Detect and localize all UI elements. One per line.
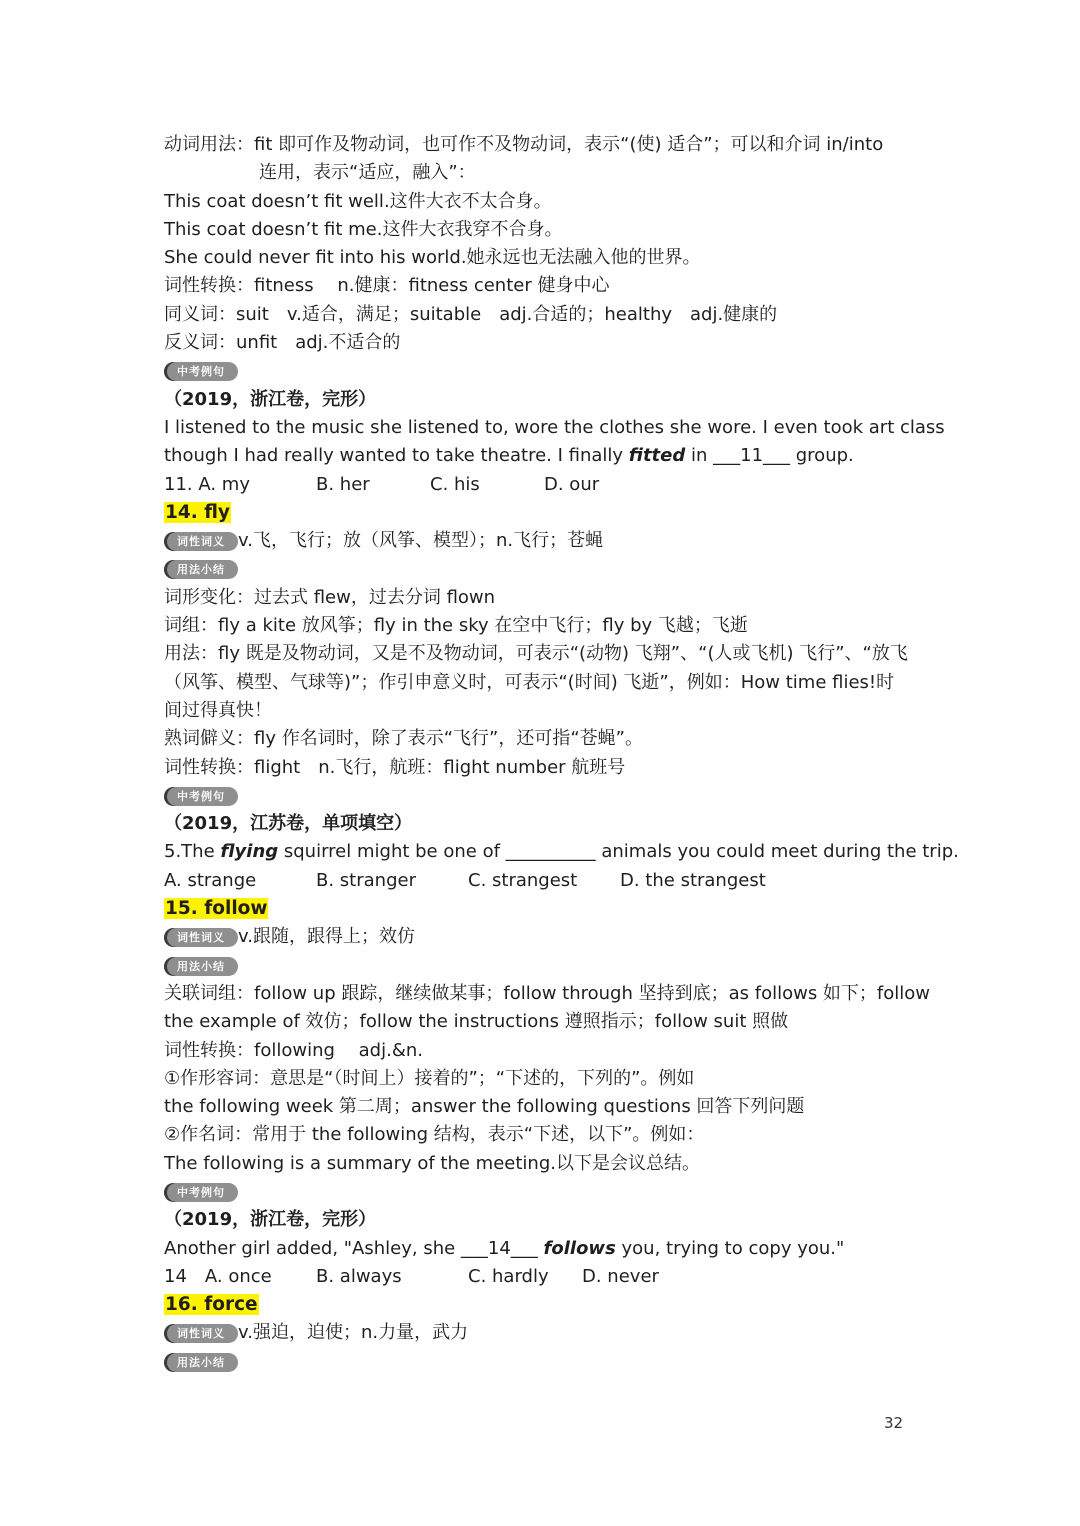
exam-source: （2019，浙江卷，完形） <box>164 388 377 410</box>
text-line: the following week 第二周；answer the following questions 回答下列问题 <box>164 1096 805 1118</box>
definition: v.跟随，跟得上；效仿 <box>238 926 415 948</box>
exam-source: （2019，江苏卷，单项填空） <box>164 813 413 835</box>
text-line: 词性转换：fitness n.健康：fitness center 健身中心 <box>164 275 610 297</box>
answer-options <box>164 1263 924 1291</box>
option-a: A. strange <box>164 869 257 891</box>
entry-heading: 14. fly <box>165 501 230 523</box>
text-line: 连用，表示“适应，融入”： <box>259 162 476 184</box>
definition: v.强迫，迫使；n.力量，武力 <box>238 1322 469 1344</box>
text-line: 词性转换：flight n.飞行，航班：flight number 航班号 <box>164 756 626 778</box>
option-b: B. her <box>316 473 370 495</box>
text-line: 动词用法：fit 即可作及物动词，也可作不及物动词，表示“(使) 适合”；可以和介词 in/into <box>164 134 884 155</box>
exam-example-badge: 中考例句 <box>164 362 238 381</box>
text-line: ①作形容词：意思是“（时间上）接着的”；“下述的，下列的”。例如 <box>164 1067 695 1089</box>
option-a: 14 A. once <box>164 1265 272 1287</box>
exam-question-line: though I had really wanted to take theatre. I finally fitted in ___11___ group. <box>164 445 854 467</box>
page-number: 32 <box>884 1414 904 1432</box>
text-line: 反义词：unfit adj.不适合的 <box>164 332 401 354</box>
text-line: （风筝、模型、气球等)”；作引申意义时，可表示“(时间) 飞逝”，例如：How time flies!时 <box>164 671 895 693</box>
text-line: 间过得真快！ <box>164 699 272 721</box>
exam-question-line: I listened to the music she listened to, wore the clothes she wore. I even took art class <box>164 416 945 438</box>
example-sentence: The following is a summary of the meeting.以下是会议总结。 <box>164 1152 700 1174</box>
usage-summary-badge: 用法小结 <box>164 957 238 976</box>
keyword-emphasis: follows <box>543 1237 616 1259</box>
text-line: the example of 效仿；follow the instructions 遵照指示；follow suit 照做 <box>164 1011 789 1033</box>
text-line: 熟词僻义：fly 作名词时，除了表示“飞行”，还可指“苍蝇”。 <box>164 728 644 750</box>
option-b: B. stranger <box>316 869 416 891</box>
usage-summary-badge: 用法小结 <box>164 1353 238 1372</box>
keyword-emphasis: flying <box>220 841 279 863</box>
option-c: C. strangest <box>468 869 578 891</box>
example-sentence: This coat doesn’t fit well.这件大衣不太合身。 <box>164 190 552 212</box>
option-d: D. never <box>582 1265 659 1287</box>
example-sentence: She could never fit into his world.她永远也无法融入他的世界。 <box>164 247 701 269</box>
exam-example-badge: 中考例句 <box>164 787 238 806</box>
pos-meaning-badge: 词性词义 <box>164 1324 238 1343</box>
pos-meaning-badge: 词性词义 <box>164 532 238 551</box>
text-line: 关联词组：follow up 跟踪，继续做某事；follow through 坚持到底；as follows 如下；follow <box>164 982 931 1004</box>
answer-options <box>164 471 924 499</box>
option-c: C. hardly <box>468 1265 549 1287</box>
text-line: 同义词：suit v.适合，满足；suitable adj.合适的；healthy adj.健康的 <box>164 303 778 325</box>
text-line: 词形变化：过去式 flew，过去分词 flown <box>164 586 496 608</box>
example-sentence: This coat doesn’t fit me.这件大衣我穿不合身。 <box>164 218 563 240</box>
exam-question-line: 5.The flying squirrel might be one of __________ animals you could meet during the trip. <box>164 841 959 863</box>
exam-source: （2019，浙江卷，完形） <box>164 1209 377 1231</box>
option-c: C. his <box>430 473 480 495</box>
usage-summary-badge: 用法小结 <box>164 560 238 579</box>
answer-options <box>164 867 924 895</box>
document-body <box>164 131 959 1376</box>
text-line: 词组：fly a kite 放风筝；fly in the sky 在空中飞行；fly by 飞越；飞逝 <box>164 615 748 637</box>
keyword-emphasis: fitted <box>628 445 686 467</box>
pos-meaning-badge: 词性词义 <box>164 928 238 947</box>
entry-heading: 16. force <box>165 1294 258 1316</box>
option-d: D. the strangest <box>620 869 766 891</box>
option-d: D. our <box>544 473 600 495</box>
option-b: B. always <box>316 1265 402 1287</box>
exam-example-badge: 中考例句 <box>164 1183 238 1202</box>
exam-question-line: Another girl added, "Ashley, she ___14___ follows you, trying to copy you." <box>164 1237 845 1259</box>
text-line: 用法：fly 既是及物动词，又是不及物动词，可表示“(动物) 飞翔”、“(人或飞机) 飞行”、“放飞 <box>164 643 908 665</box>
entry-heading: 15. follow <box>165 898 268 920</box>
definition: v.飞，飞行；放（风筝、模型）；n.飞行；苍蝇 <box>238 530 604 552</box>
option-a: 11. A. my <box>164 473 250 495</box>
text-line: 词性转换：following adj.&n. <box>164 1039 423 1061</box>
text-line: ②作名词：常用于 the following 结构，表示“下述，以下”。例如： <box>164 1124 705 1146</box>
